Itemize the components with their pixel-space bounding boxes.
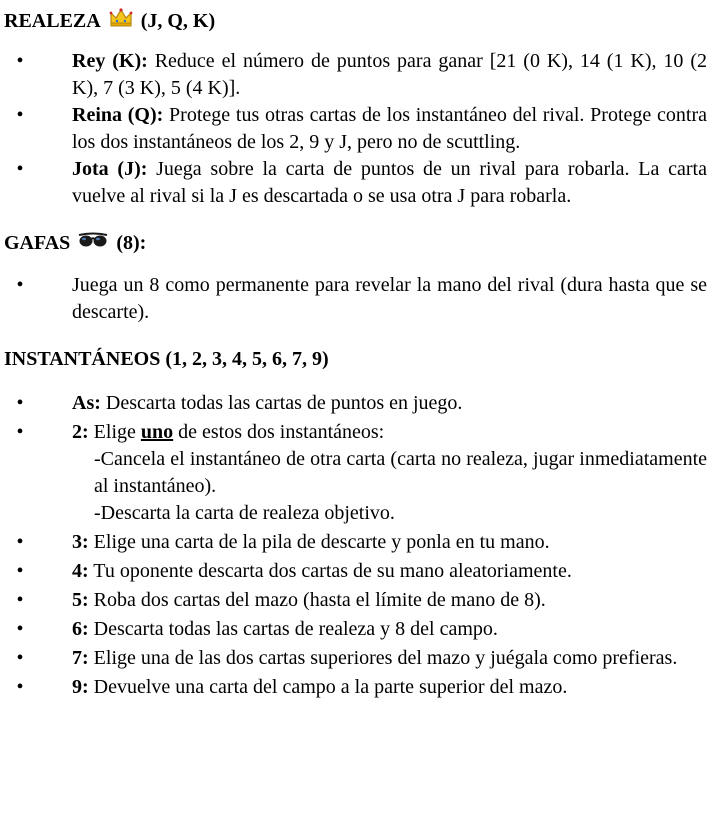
item-term: Rey (K): <box>72 50 148 72</box>
item-term: 7: <box>72 647 89 669</box>
item-text: Devuelve una carta del campo a la parte superior del mazo. <box>88 676 568 698</box>
item-text: Juega sobre la carta de puntos de un rival para robarla. La carta vuelve al rival si la J es descartada o se usa otra J para robarla. <box>72 158 707 207</box>
item-term: Jota (J): <box>72 158 148 180</box>
section-heading-realeza <box>4 6 727 36</box>
instantaneos-list <box>0 390 727 701</box>
item-text: Descarta todas las cartas de puntos en juego. <box>100 392 463 414</box>
section-title: REALEZA <box>4 10 101 32</box>
bullet-icon: • <box>16 421 24 443</box>
item-text: Reduce el número de puntos para ganar [21 (0 K), 14 (1 K), 10 (2 K), 7 (3 K), 5 (4 K)]. <box>72 50 707 99</box>
item-term: 2: <box>72 421 89 443</box>
item-text: Elige <box>88 421 141 443</box>
bullet-icon: • <box>16 392 24 414</box>
sub-option: -Cancela el instantáneo de otra carta (carta no realeza, jugar inmediatamente al instantáneo). <box>94 448 707 497</box>
list-item <box>0 419 727 527</box>
bullet-icon: • <box>16 560 24 582</box>
bullet-icon: • <box>16 618 24 640</box>
bullet-icon: • <box>16 647 24 669</box>
sub-option: -Descarta la carta de realeza objetivo. <box>94 502 395 524</box>
bullet-icon: • <box>16 50 24 72</box>
section-title: GAFAS <box>4 232 71 254</box>
item-text: de estos dos instantáneos: <box>173 421 385 443</box>
list-item <box>0 645 727 672</box>
list-item <box>0 156 727 210</box>
item-text: Elige una carta de la pila de descarte y ponla en tu mano. <box>88 531 550 553</box>
bullet-icon: • <box>16 158 24 180</box>
sunglasses-icon <box>78 228 108 258</box>
list-item <box>0 558 727 585</box>
item-text: Protege tus otras cartas de los instantáneo del rival. Protege contra los dos instantáneos de los 2, 9 y J, pero no de scuttling. <box>72 104 707 153</box>
crown-icon <box>109 6 133 36</box>
item-term: 5: <box>72 589 89 611</box>
bullet-icon: • <box>16 274 24 296</box>
item-term: 3: <box>72 531 89 553</box>
bullet-icon: • <box>16 531 24 553</box>
realeza-list <box>0 48 727 210</box>
section-title-suffix: (J, Q, K) <box>140 10 216 32</box>
section-heading-instantaneos <box>4 344 727 374</box>
item-text: Tu oponente descarta dos cartas de su mano aleatoriamente. <box>88 560 572 582</box>
item-term: Reina (Q): <box>72 104 164 126</box>
item-text: Roba dos cartas del mazo (hasta el límite de mano de 8). <box>88 589 546 611</box>
item-text: Elige una de las dos cartas superiores del mazo y juégala como prefieras. <box>88 647 678 669</box>
item-text: Descarta todas las cartas de realeza y 8 del campo. <box>88 618 498 640</box>
list-item <box>0 102 727 156</box>
list-item <box>0 390 727 417</box>
list-item <box>0 587 727 614</box>
section-title: INSTANTÁNEOS (1, 2, 3, 4, 5, 6, 7, 9) <box>4 348 329 370</box>
item-term: 4: <box>72 560 89 582</box>
bullet-icon: • <box>16 104 24 126</box>
bullet-icon: • <box>16 676 24 698</box>
list-item <box>0 48 727 102</box>
item-emphasis: uno <box>140 421 174 443</box>
list-item <box>0 529 727 556</box>
list-item <box>0 616 727 643</box>
section-heading-gafas <box>4 228 727 258</box>
bullet-icon: • <box>16 589 24 611</box>
list-item <box>0 674 727 701</box>
item-text: Juega un 8 como permanente para revelar la mano del rival (dura hasta que se descarte). <box>72 274 707 323</box>
list-item <box>0 272 727 326</box>
item-term: 9: <box>72 676 89 698</box>
item-term: 6: <box>72 618 89 640</box>
section-title-suffix: (8): <box>116 232 147 254</box>
gafas-list <box>0 272 727 326</box>
item-term: As: <box>72 392 101 414</box>
